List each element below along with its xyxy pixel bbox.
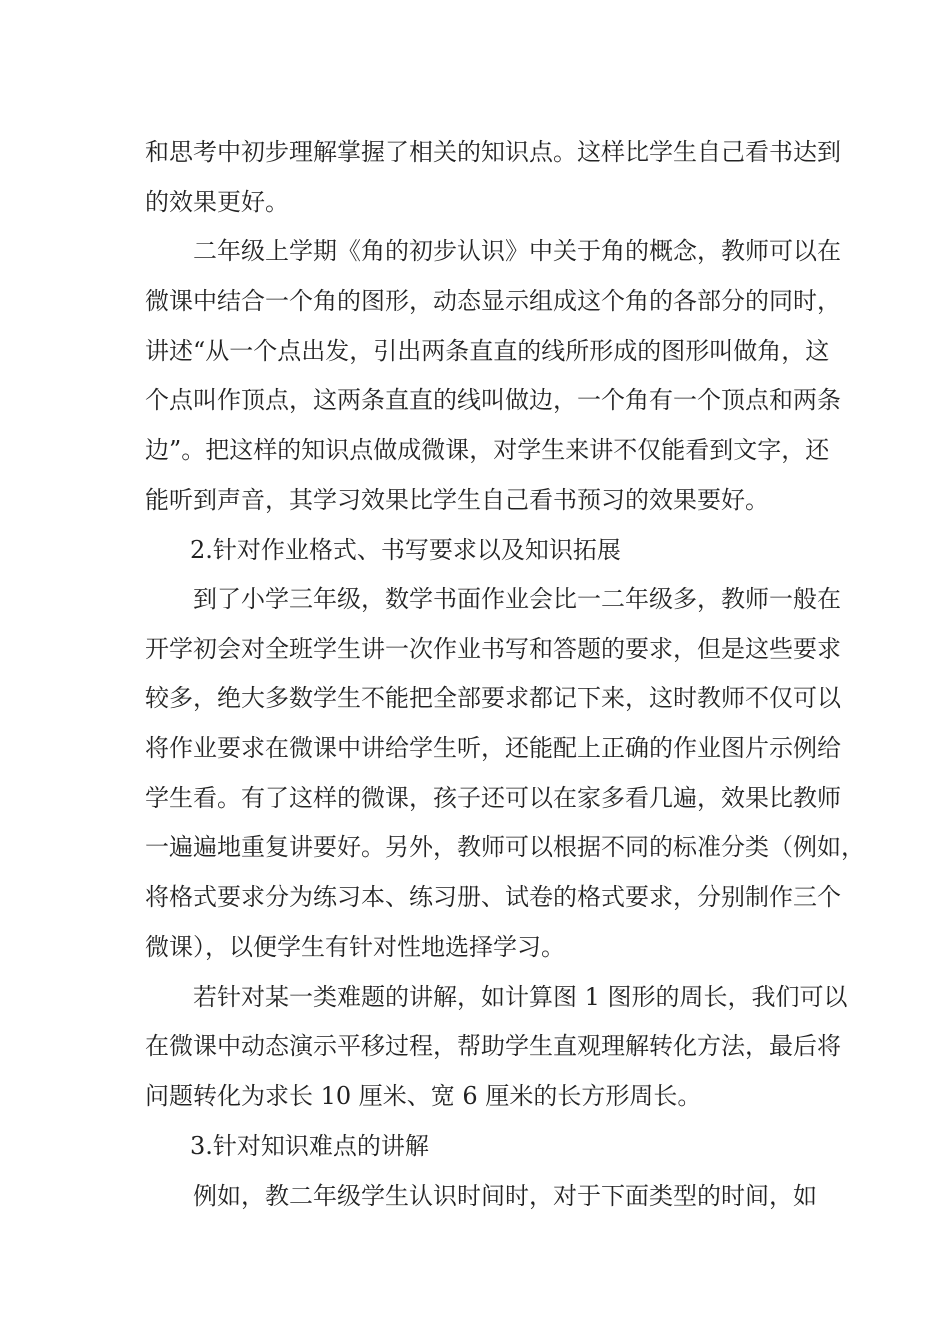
text-line: 将作业要求在微课中讲给学生听，还能配上正确的作业图片示例给 bbox=[145, 734, 841, 762]
text-line: 一遍遍地重复讲要好。另外，教师可以根据不同的标准分类（例如， bbox=[145, 833, 865, 861]
text-line: 微课），以便学生有针对性地选择学习。 bbox=[145, 933, 565, 961]
section-heading: 3.针对知识难点的讲解 bbox=[190, 1132, 429, 1160]
text-line: 能听到声音，其学习效果比学生自己看书预习的效果要好。 bbox=[145, 486, 769, 514]
text-line: 微课中结合一个角的图形，动态显示组成这个角的各部分的同时， bbox=[145, 287, 841, 315]
text-line: 将格式要求分为练习本、练习册、试卷的格式要求，分别制作三个 bbox=[145, 883, 841, 911]
text-line: 若针对某一类难题的讲解，如计算图 1 图形的周长，我们可以 bbox=[193, 983, 848, 1011]
text-line: 边”。把这样的知识点做成微课，对学生来讲不仅能看到文字，还 bbox=[145, 436, 830, 464]
text-line: 的效果更好。 bbox=[145, 188, 289, 216]
text-line: 讲述“从一个点出发，引出两条直直的线所形成的图形叫做角，这 bbox=[145, 337, 830, 365]
section-heading: 2.针对作业格式、书写要求以及知识拓展 bbox=[190, 536, 621, 564]
text-line: 例如，教二年级学生认识时间时，对于下面类型的时间，如 bbox=[193, 1182, 817, 1210]
text-line: 较多，绝大多数学生不能把全部要求都记下来，这时教师不仅可以 bbox=[145, 684, 841, 712]
text-line: 到了小学三年级，数学书面作业会比一二年级多，教师一般在 bbox=[193, 585, 841, 613]
text-line: 二年级上学期《角的初步认识》中关于角的概念，教师可以在 bbox=[193, 237, 841, 265]
text-line: 个点叫作顶点，这两条直直的线叫做边，一个角有一个顶点和两条 bbox=[145, 386, 841, 414]
text-line: 开学初会对全班学生讲一次作业书写和答题的要求，但是这些要求 bbox=[145, 635, 841, 663]
text-line: 问题转化为求长 10 厘米、宽 6 厘米的长方形周长。 bbox=[145, 1082, 702, 1110]
text-line: 学生看。有了这样的微课，孩子还可以在家多看几遍，效果比教师 bbox=[145, 784, 841, 812]
text-line: 和思考中初步理解掌握了相关的知识点。这样比学生自己看书达到 bbox=[145, 138, 841, 166]
text-line: 在微课中动态演示平移过程，帮助学生直观理解转化方法，最后将 bbox=[145, 1032, 841, 1060]
